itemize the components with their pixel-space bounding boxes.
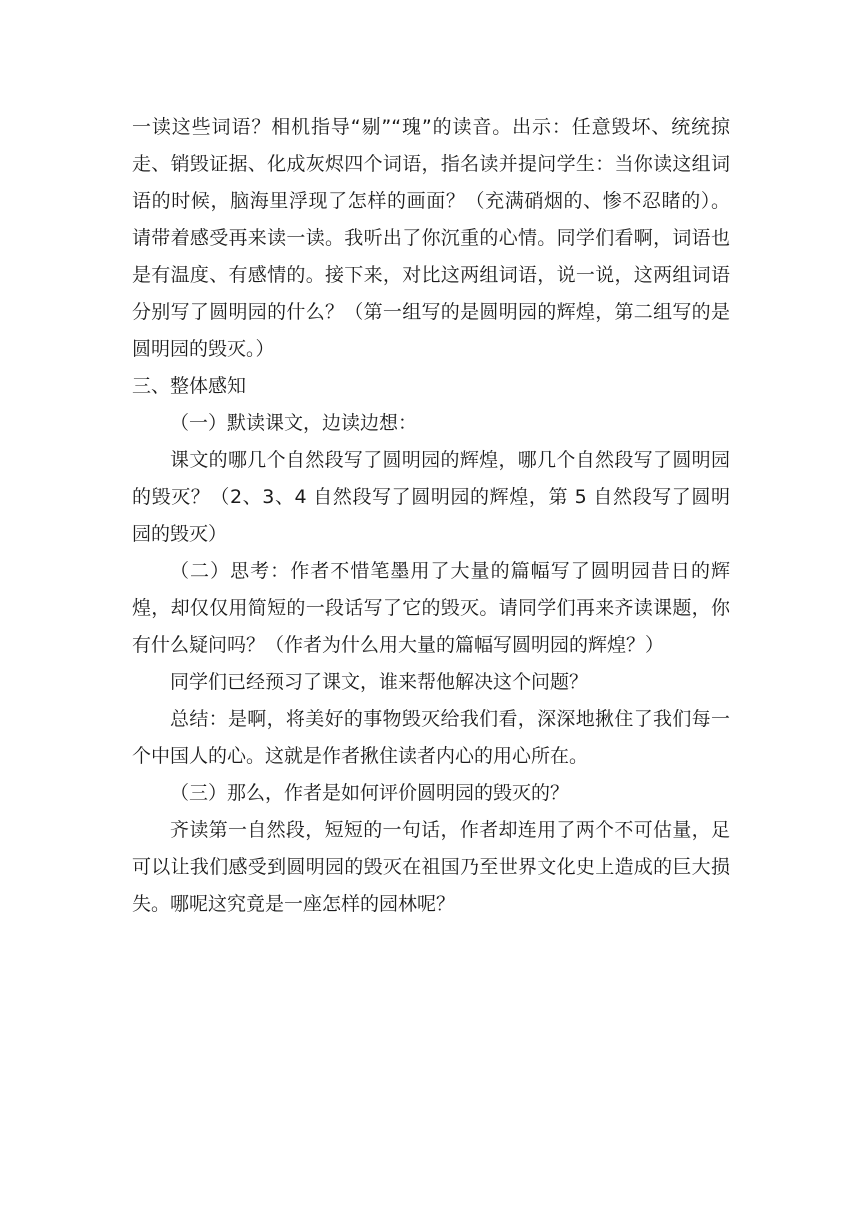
paragraph-intro-vocabulary: 一读这些词语？相机指导“剔”“瑰”的读音。出示：任意毁坏、统统掠走、销毁证据、化成灰烬四个词语，指名读并提问学生：当你读这组词语的时候，脑海里浮现了怎样的画面？（充满硝烟的、惨不忍睹的）。请带着感受再来读一读。我听出了你沉重的心情。同学们看啊，词语也是有温度、有感情的。接下来，对比这两组词语，说一说，这两组词语分别写了圆明园的什么？（第一组写的是圆明园的辉煌，第二组写的是圆明园的毁灭。）	[132, 116, 730, 360]
paragraph-evaluation-question: （三）那么，作者是如何评价圆明园的毁灭的？	[170, 782, 570, 804]
paragraph-who-solves: 同学们已经预习了课文，谁来帮他解决这个问题？	[170, 671, 589, 693]
section-heading-overall-perception: 三、整体感知	[132, 375, 247, 397]
paragraph-thinking: （二）思考：作者不惜笔墨用了大量的篇幅写了圆明园昔日的辉煌，却仅仅用简短的一段话写了它的毁灭。请同学们再来齐读课题，你有什么疑问吗？（作者为什么用大量的篇幅写圆明园的辉煌？）	[132, 560, 730, 656]
paragraph-which-sections: 课文的哪几个自然段写了圆明园的辉煌，哪几个自然段写了圆明园的毁灭？（2、3、4 自然段写了圆明园的辉煌，第 5 自然段写了圆明园的毁灭）	[132, 449, 730, 545]
subsection-silent-reading: （一）默读课文，边读边想：	[170, 412, 418, 434]
document-body	[132, 109, 730, 923]
paragraph-read-first-section: 齐读第一自然段，短短的一句话，作者却连用了两个不可估量，足可以让我们感受到圆明园的毁灭在祖国乃至世界文化史上造成的巨大损失。哪呢这究竟是一座怎样的园林呢？	[132, 819, 730, 915]
paragraph-summary: 总结：是啊，将美好的事物毁灭给我们看，深深地揪住了我们每一个中国人的心。这就是作者揪住读者内心的用心所在。	[132, 708, 730, 767]
